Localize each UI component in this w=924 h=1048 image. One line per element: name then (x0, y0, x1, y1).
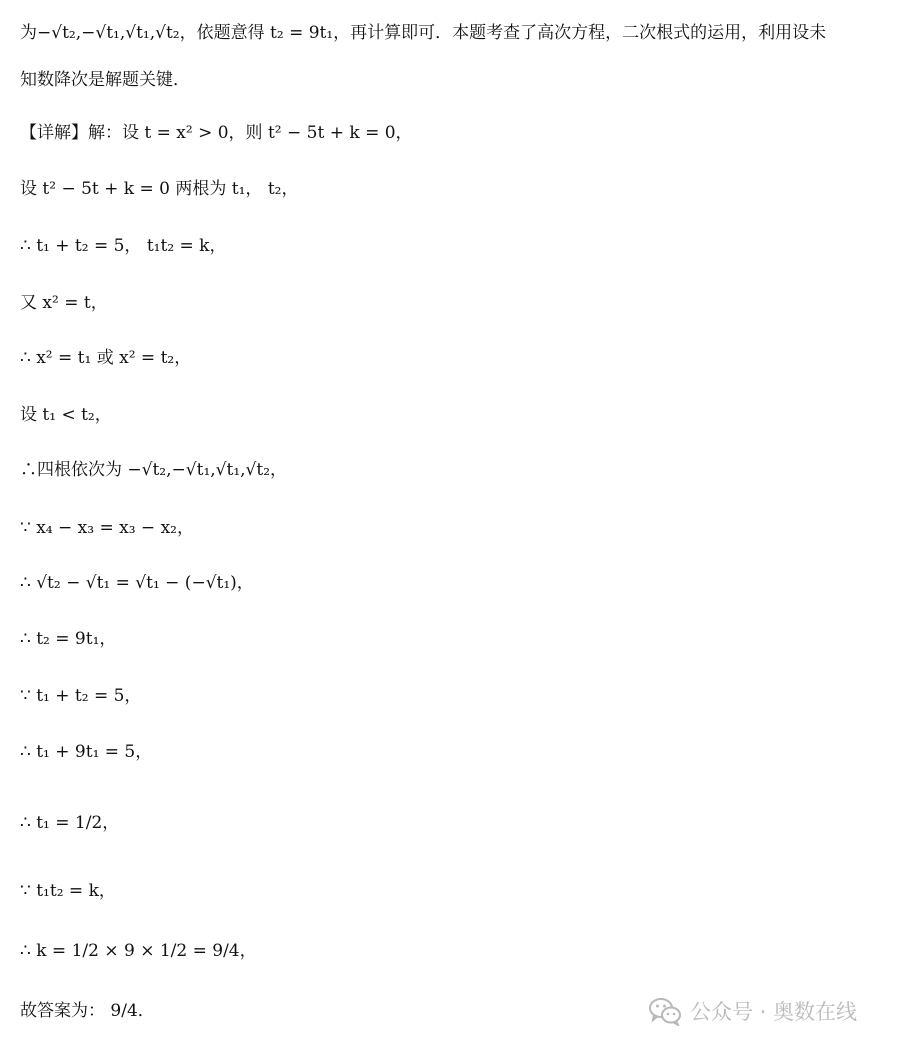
text-line-15: ∴ t₁ = 1/2， (20, 813, 120, 833)
text-line-18: 故答案为： 9/4． (20, 1001, 155, 1021)
watermark (648, 994, 857, 1028)
text-line-4: 设 t² − 5t + k = 0 两根为 t₁， t₂， (20, 179, 299, 199)
text-line-17: ∴ k = 1/2 × 9 × 1/2 = 9/4， (20, 941, 257, 961)
text-line-10: ∵ x₄ − x₃ = x₃ − x₂， (20, 518, 194, 538)
text-line-11: ∴ √t₂ − √t₁ = √t₁ − (−√t₁)， (20, 573, 254, 593)
watermark-label: 公众号 · 奥数在线 (690, 1000, 858, 1024)
text-line-14: ∴ t₁ + 9t₁ = 5， (20, 742, 153, 762)
text-line-9: ∴四根依次为 −√t₂,−√t₁,√t₁,√t₂， (20, 460, 288, 480)
text-line-6: 又 x² = t， (20, 293, 108, 313)
text-line-2: 知数降次是解题关键． (20, 70, 190, 90)
text-line-7: ∴ x² = t₁ 或 x² = t₂， (20, 348, 192, 368)
wechat-icon (648, 996, 682, 1026)
text-line-16: ∵ t₁t₂ = k， (20, 881, 116, 901)
text-line-13: ∵ t₁ + t₂ = 5， (20, 686, 142, 706)
text-line-3: 【详解】解：设 t = x² > 0，则 t² − 5t + k = 0， (20, 123, 413, 143)
text-line-1: 为−√t₂,−√t₁,√t₁,√t₂，依题意得 t₂ = 9t₁，再计算即可．本题考查了高次方程，二次根式的运用，利用设未 (20, 23, 827, 43)
text-line-12: ∴ t₂ = 9t₁， (20, 629, 117, 649)
text-line-5: ∴ t₁ + t₂ = 5， t₁t₂ = k， (20, 236, 227, 256)
text-line-8: 设 t₁ < t₂， (20, 405, 112, 425)
